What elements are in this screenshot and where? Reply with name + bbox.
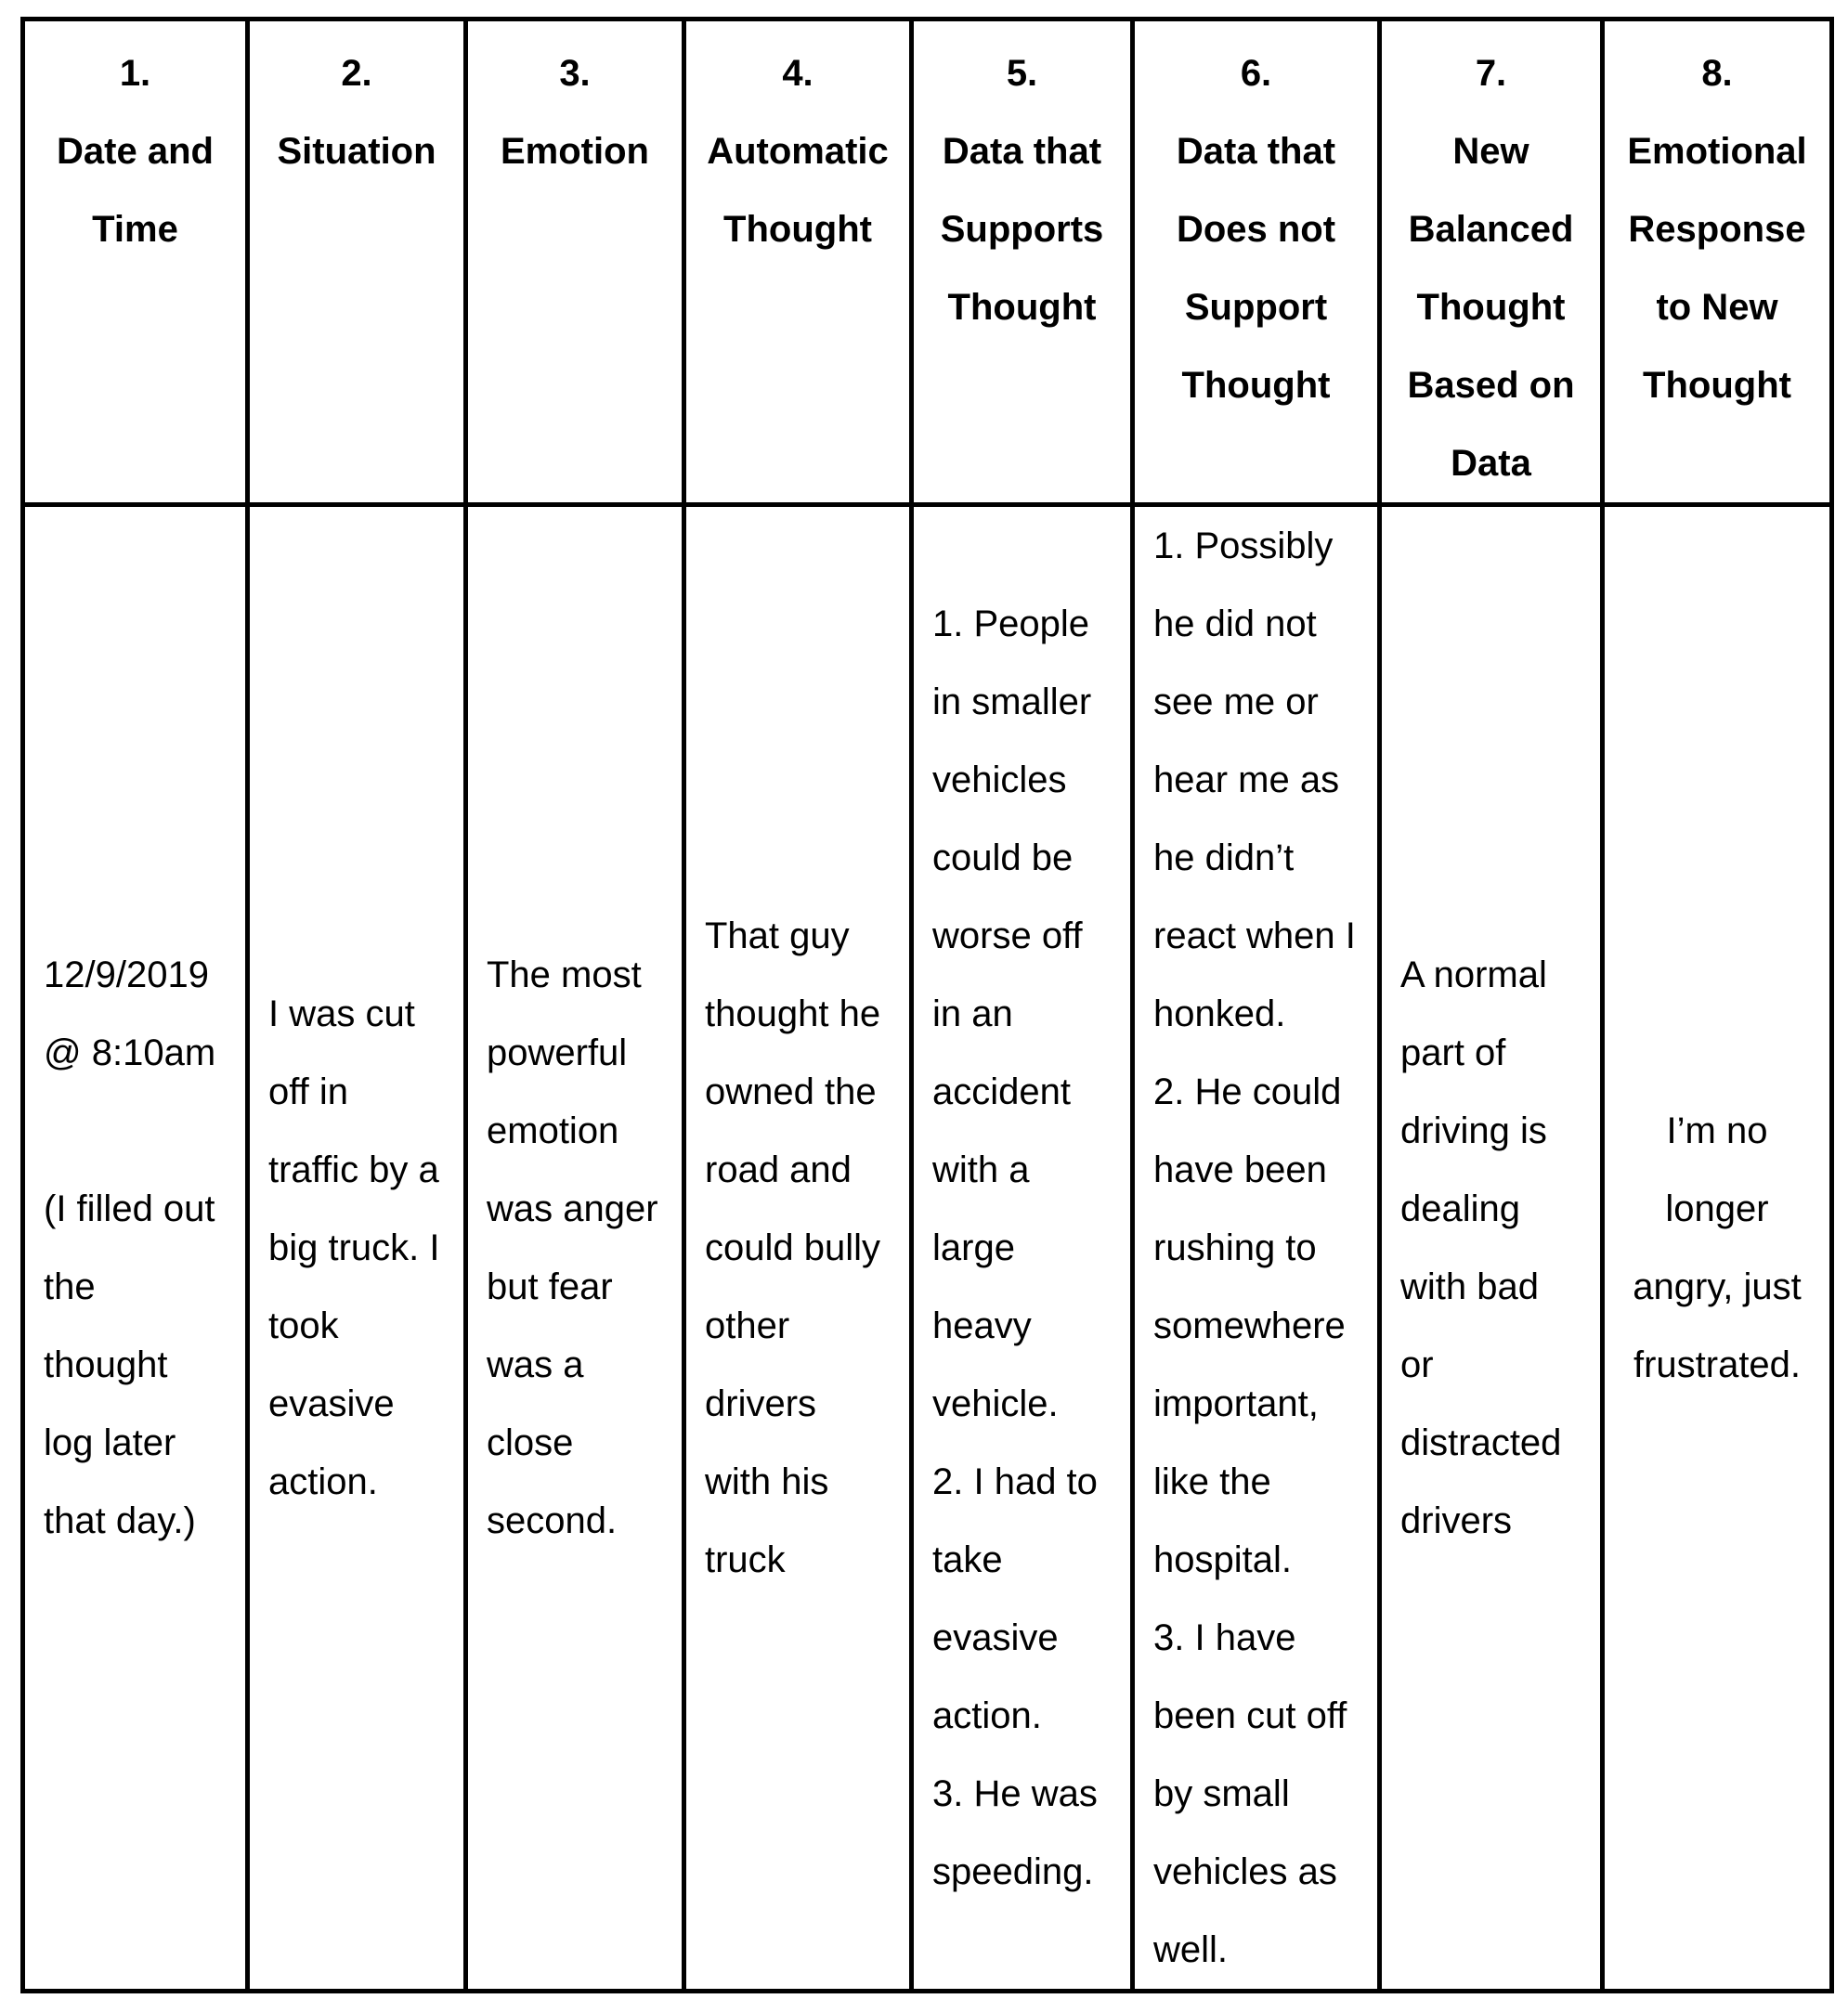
column-header-emotion <box>466 19 684 505</box>
column-title: Data that Supports Thought <box>940 131 1104 328</box>
cell-balanced-thought: A normal part of driving is dealing with bad or distracted drivers <box>1380 505 1603 1992</box>
column-header-automatic-thought <box>684 19 912 505</box>
column-title: New Balanced Thought Based on Data <box>1407 131 1575 484</box>
column-number: 1. <box>119 53 151 94</box>
cell-emotion: The most powerful emotion was anger but fear was a close second. <box>466 505 684 1992</box>
column-title: Emotion <box>501 131 649 172</box>
cell-situation: I was cut off in traffic by a big truck. I took evasive action. <box>248 505 466 1992</box>
column-title: Date and Time <box>57 131 214 250</box>
cell-date-time: 12/9/2019 @ 8:10am (I filled out the thought log later that day.) <box>23 505 248 1992</box>
cell-supporting-data: 1. People in smaller vehicles could be worse off in an accident with a large heavy vehicle. 2. I had to take evasive action. 3. He was speeding. <box>912 505 1133 1992</box>
column-header-emotional-response <box>1603 19 1832 505</box>
entry-row <box>23 505 1832 1992</box>
column-number: 6. <box>1240 53 1272 94</box>
column-number: 7. <box>1475 53 1507 94</box>
column-number: 8. <box>1701 53 1733 94</box>
column-header-situation <box>248 19 466 505</box>
cell-automatic-thought: That guy thought he owned the road and could bully other drivers with his truck <box>684 505 912 1992</box>
column-header-date-time <box>23 19 248 505</box>
column-number: 4. <box>782 53 813 94</box>
column-header-supporting-data <box>912 19 1133 505</box>
cell-emotional-response: I’m no longer angry, just frustrated. <box>1603 505 1832 1992</box>
column-title: Situation <box>277 131 436 172</box>
column-title: Automatic Thought <box>707 131 889 250</box>
column-header-balanced-thought <box>1380 19 1603 505</box>
column-number: 5. <box>1006 53 1038 94</box>
cell-non-supporting-data: 1. Possibly he did not see me or hear me as he didn’t react when I honked. 2. He could have been rushing to somewhere important, like the hospital. 3. I have been cut off by small vehicles as well. <box>1133 505 1380 1992</box>
column-number: 3. <box>559 53 591 94</box>
column-header-non-supporting-data <box>1133 19 1380 505</box>
column-number: 2. <box>341 53 372 94</box>
thought-log-table <box>20 17 1834 1993</box>
header-row <box>23 19 1832 505</box>
column-title: Emotional Response to New Thought <box>1627 131 1807 406</box>
column-title: Data that Does not Support Thought <box>1176 131 1336 406</box>
